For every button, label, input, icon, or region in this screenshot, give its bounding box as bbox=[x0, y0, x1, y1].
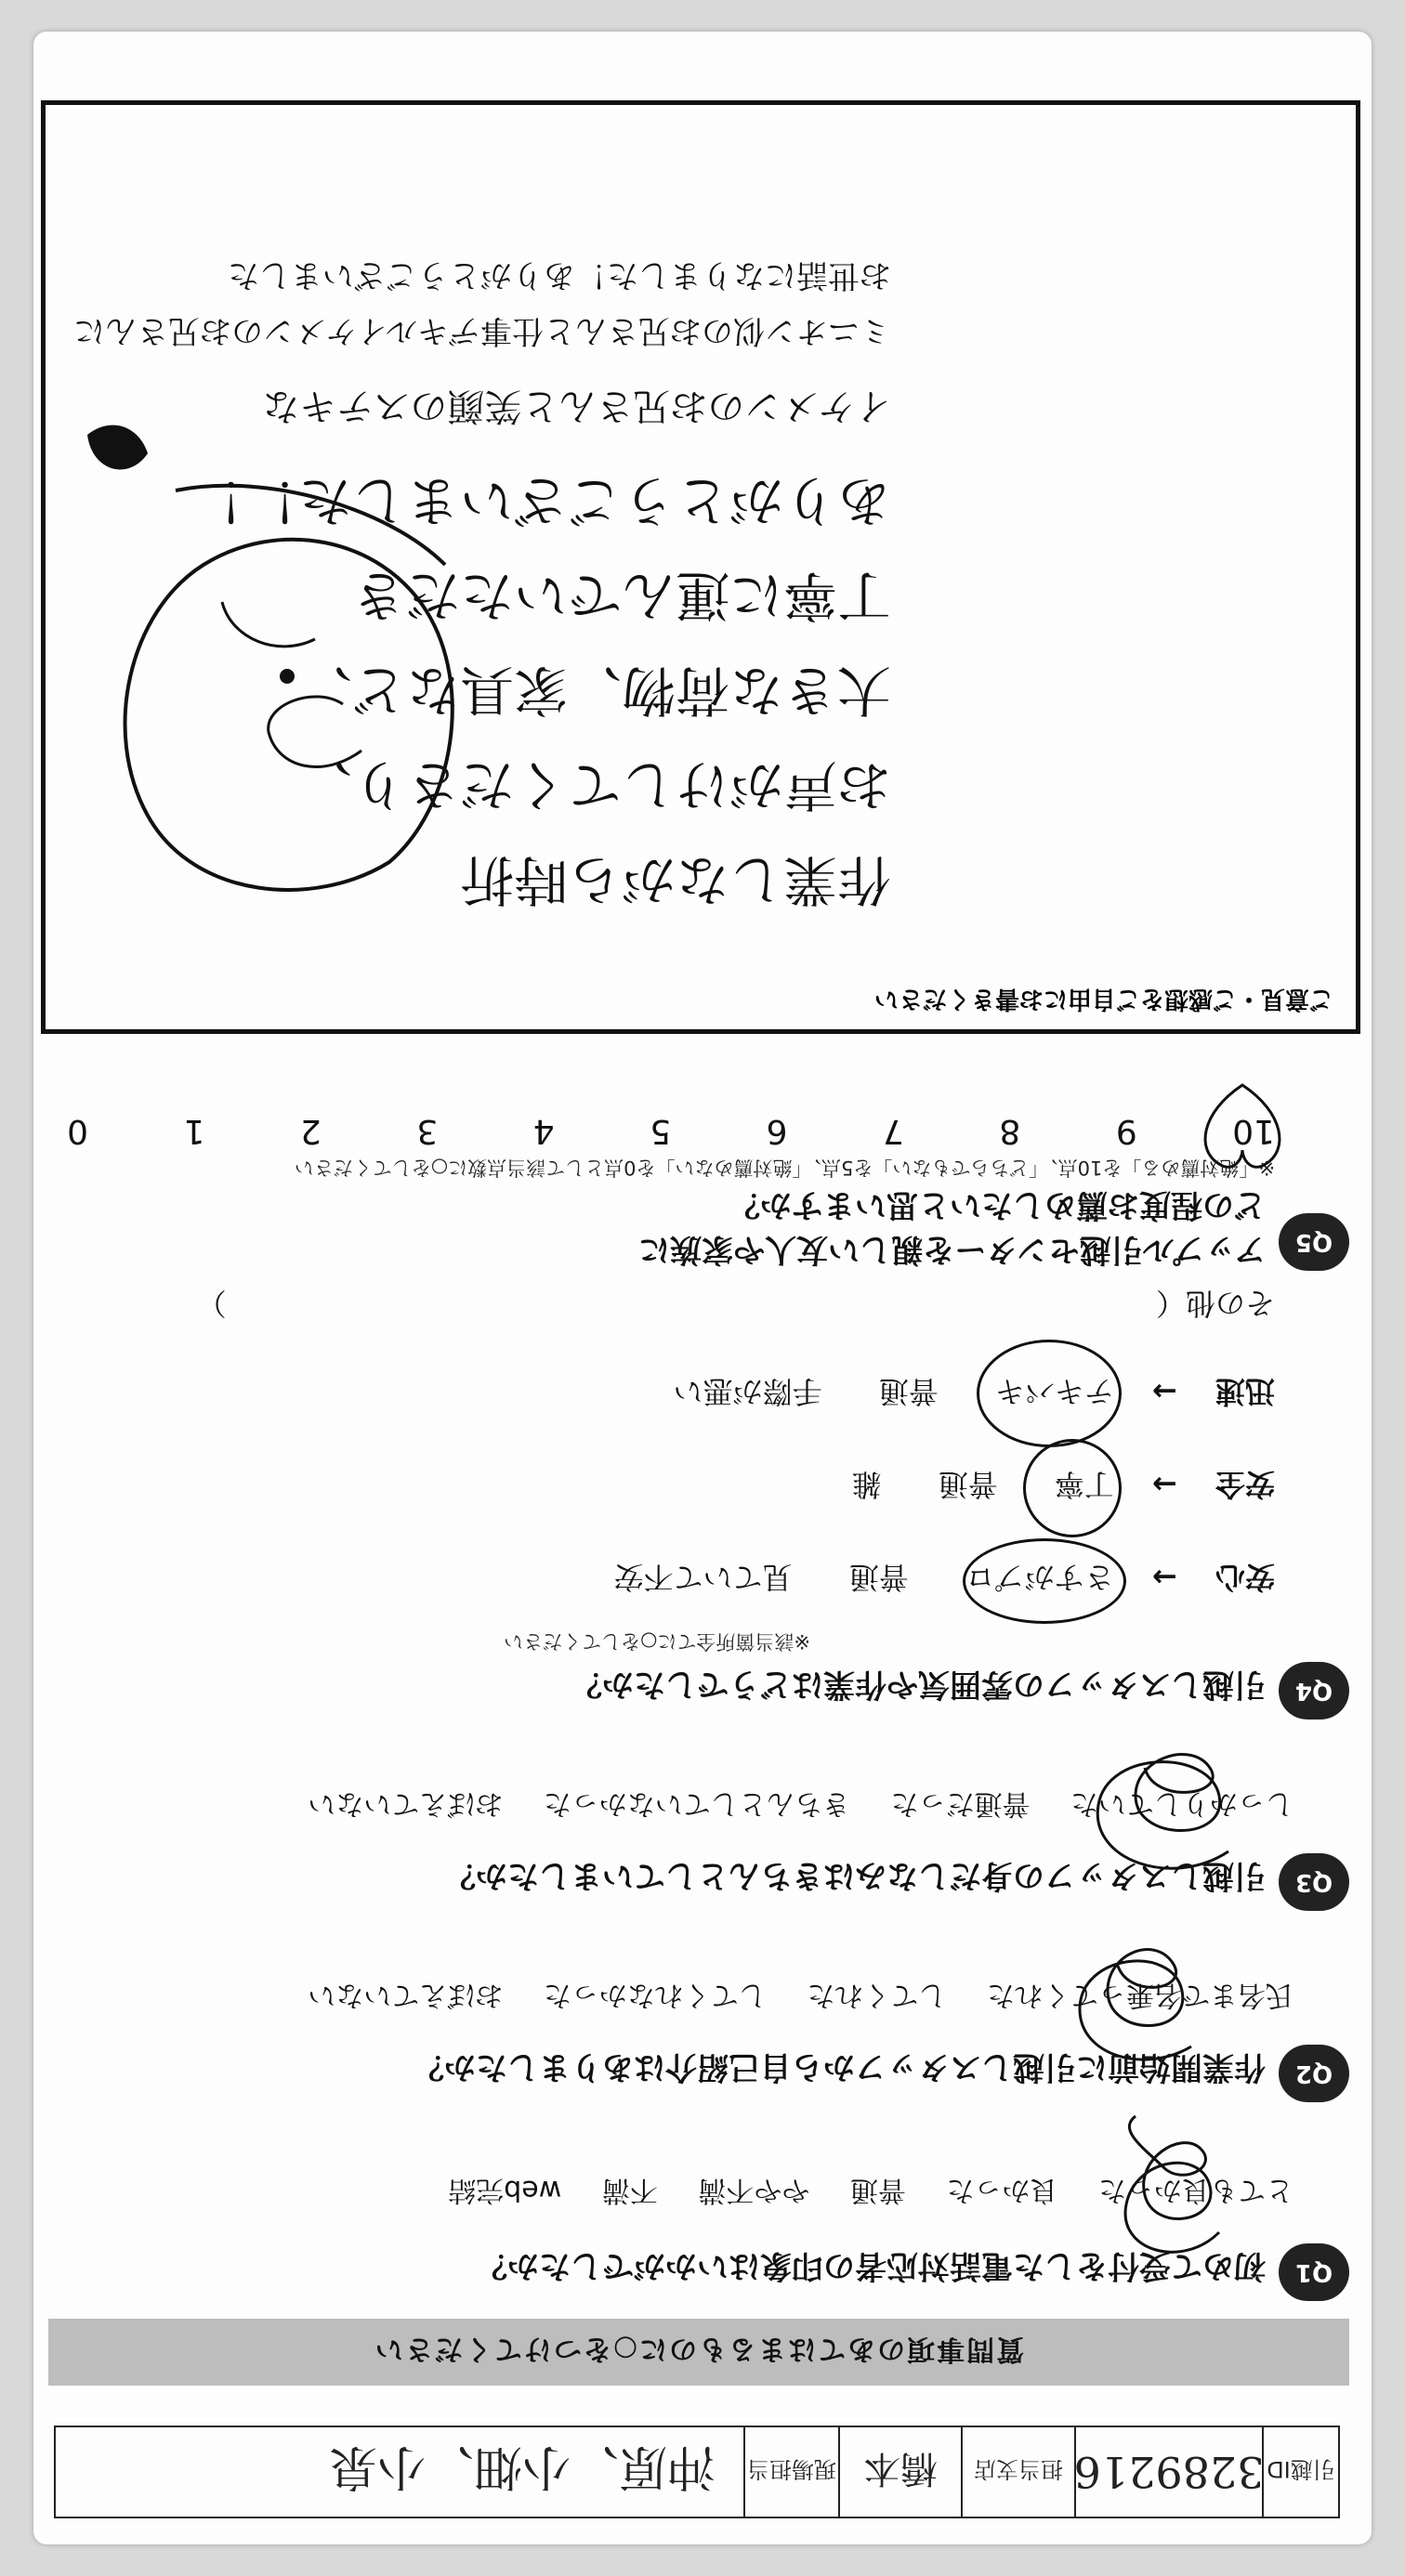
q5-badge: Q5 bbox=[1279, 1213, 1349, 1271]
q3-text: 引越しスタッフの身だしなみはきちんとしていましたか？ bbox=[444, 1857, 1266, 1894]
q4-anzen-circle-mark bbox=[1023, 1439, 1122, 1537]
q4-other bbox=[197, 1284, 1275, 1327]
q4-other-close: ） bbox=[196, 1286, 227, 1321]
q1-option[interactable]: 良かった bbox=[946, 2174, 1058, 2206]
q4-jinsoku-circle-mark bbox=[977, 1340, 1122, 1447]
q1-option[interactable]: web完結 bbox=[448, 2174, 562, 2206]
q5-text-line1: アップル引越センターを親しい友人や家族に bbox=[638, 1231, 1266, 1268]
hand-drawn-character-illustration bbox=[73, 398, 501, 918]
q5-score[interactable]: 10 bbox=[1232, 1112, 1275, 1150]
q5-score[interactable]: 7 bbox=[882, 1112, 904, 1150]
q3-option[interactable]: おぼえていない bbox=[308, 1787, 504, 1820]
q5-score[interactable]: 3 bbox=[416, 1112, 439, 1150]
q5-score[interactable]: 9 bbox=[1115, 1112, 1137, 1150]
q4-option[interactable]: さすがプロ bbox=[965, 1560, 1114, 1595]
q3-option[interactable]: しっかりしていた bbox=[1070, 1787, 1293, 1820]
q1-text: 初めて受付をした電話対応者の印象はいかがでしたか？ bbox=[476, 2247, 1266, 2284]
id-value: 3289216 bbox=[1074, 2427, 1262, 2517]
comment-line: ありがとうございました！！ bbox=[190, 469, 891, 532]
q2-option[interactable]: 氏名まで名乗ってくれた bbox=[987, 1979, 1293, 2011]
comment-title: ご意見・ご感想をご自由にお書きください bbox=[873, 985, 1333, 1013]
q5-score[interactable]: 5 bbox=[650, 1112, 672, 1150]
q3-badge: Q3 bbox=[1279, 1853, 1349, 1911]
comment-box[interactable] bbox=[41, 100, 1360, 1034]
q3-scribble-mark bbox=[1070, 1731, 1256, 1889]
q1-option[interactable]: 不満 bbox=[601, 2174, 658, 2206]
header-table bbox=[54, 2426, 1340, 2518]
q4-option[interactable]: 手際が悪い bbox=[673, 1374, 822, 1409]
q4-row-jinsoku bbox=[627, 1372, 1275, 1415]
q2-badge: Q2 bbox=[1279, 2045, 1349, 2102]
q4-anshin-circle-mark bbox=[963, 1538, 1126, 1624]
comment-line: 丁寧に運んでいただき bbox=[351, 564, 891, 627]
q1-badge: Q1 bbox=[1279, 2243, 1349, 2301]
branch-value: 橋本 bbox=[838, 2427, 961, 2517]
q4-option[interactable]: 普通 bbox=[938, 1467, 998, 1502]
id-label: 引越ID bbox=[1262, 2427, 1338, 2517]
q4-badge: Q4 bbox=[1279, 1662, 1349, 1720]
q2-scribble-mark bbox=[1052, 1926, 1219, 2074]
q4-text: 引越しスタッフの雰囲気や作業はどうでしたか？ bbox=[571, 1666, 1266, 1703]
q2-option[interactable]: してくれなかった bbox=[543, 1979, 767, 2011]
q4-row-anshin bbox=[568, 1558, 1275, 1601]
q5-scale bbox=[67, 1112, 1275, 1150]
q5-heart-mark bbox=[1191, 1076, 1293, 1178]
comment-line: ミニオン似のお兄さんと仕事デキルイケメンのお兄さんにお世話になりました！ありがとうございました bbox=[73, 256, 891, 349]
q4-option[interactable]: 丁寧 bbox=[1054, 1467, 1114, 1502]
q4-other-label: その他（ bbox=[1155, 1286, 1275, 1321]
q4-note: ※該当箇所全てに○をしてください bbox=[504, 1630, 810, 1653]
q2-option[interactable]: してくれた bbox=[807, 1979, 947, 2011]
staff-value: 沖原、小畑、小泉 bbox=[328, 2439, 716, 2495]
arrow-icon: → bbox=[1152, 1467, 1177, 1502]
comment-line: イケメンのお兄さんと笑顔のステキな bbox=[262, 385, 891, 427]
survey-banner: 質問事項のあてはまるものに○をつけてください bbox=[48, 2319, 1349, 2386]
comment-line: お声がけしてくださり、 bbox=[297, 753, 891, 817]
q2-option[interactable]: おぼえていない bbox=[308, 1979, 504, 2011]
q5-text-line2: どの程度お薦めしたいと思いますか？ bbox=[729, 1186, 1266, 1223]
q5-note: ※「絶対薦める」を10点、「どちらでもない」を5点、「絶対薦めない」を0点として該当点数に○をしてください bbox=[294, 1157, 1275, 1179]
q5-score[interactable]: 8 bbox=[999, 1112, 1021, 1150]
q4-option[interactable]: 普通 bbox=[878, 1374, 939, 1409]
q4-row-label: 迅速 bbox=[1215, 1374, 1275, 1409]
q1-option[interactable]: とても良かった bbox=[1098, 2174, 1293, 2206]
arrow-icon: → bbox=[1152, 1374, 1177, 1409]
q4-option[interactable]: テキパキ bbox=[994, 1374, 1114, 1409]
comment-line: 大きな荷物、家具など、 bbox=[297, 659, 891, 722]
q5-score[interactable]: 6 bbox=[766, 1112, 788, 1150]
branch-label: 担当支店 bbox=[961, 2427, 1074, 2517]
q1-option[interactable]: 普通 bbox=[849, 2174, 906, 2206]
q5-score[interactable]: 2 bbox=[299, 1112, 322, 1150]
q5-score[interactable]: 4 bbox=[532, 1112, 555, 1150]
q2-text: 作業開始前に引越しスタッフから自己紹介はありましたか？ bbox=[413, 2048, 1266, 2086]
comment-line: 作業しながら時折 bbox=[459, 848, 891, 911]
q4-option[interactable]: 見ていて不安 bbox=[613, 1560, 793, 1595]
q1-option[interactable]: やや不満 bbox=[698, 2174, 810, 2206]
q4-row-label: 安心 bbox=[1215, 1560, 1275, 1595]
q4-option[interactable]: 雑 bbox=[851, 1467, 882, 1502]
q5-score[interactable]: 0 bbox=[67, 1112, 89, 1150]
q4-option[interactable]: 普通 bbox=[848, 1560, 909, 1595]
q4-row-label: 安全 bbox=[1215, 1467, 1275, 1502]
arrow-icon: → bbox=[1152, 1560, 1177, 1595]
q5-score[interactable]: 1 bbox=[183, 1112, 205, 1150]
q3-option[interactable]: きちんとしていなかった bbox=[543, 1787, 850, 1820]
q1-scribble-mark bbox=[1098, 2112, 1238, 2269]
q3-option[interactable]: 普通だった bbox=[890, 1787, 1031, 1820]
staff-label: 現場担当 bbox=[743, 2427, 838, 2517]
